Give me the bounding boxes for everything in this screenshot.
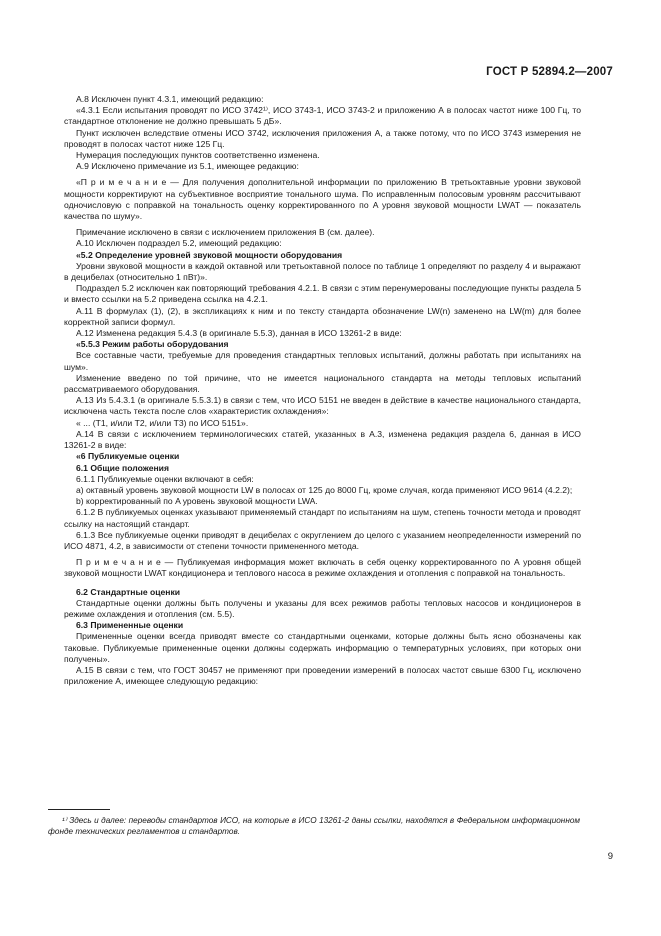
paragraph: Примененные оценки всегда приводят вместе со стандартными оценками, которые должны быть ясно обозначены как таковые. Публикуемые примененные оценки должны содержать информацию о температурных условиях, при которых они получены». — [64, 631, 581, 664]
paragraph: «4.3.1 Если испытания проводят по ИСО 3742¹⁾, ИСО 3743-1, ИСО 3743-2 и приложению А в полосах частот ниже 100 Гц, то стандартное отклонение не должно превышать 5 дБ». — [64, 105, 581, 127]
paragraph: А.15 В связи с тем, что ГОСТ 30457 не применяют при проведении измерений в полосах частот свыше 6300 Гц, исключено приложение А, имеющее следующую редакцию: — [64, 664, 581, 687]
paragraph: А.8 Исключен пункт 4.3.1, имеющий редакцию: — [76, 94, 264, 104]
paragraph: 6.1.2 В публикуемых оценках указывают применяемый стандарт по испытаниям на шум, степень точности метода и проводят ссылку на настоящий стандарт. — [64, 507, 581, 529]
paragraph: А.11 В формулах (1), (2), в экспликациях к ним и по тексту стандарта обозначение LW(n) заменено на LW(m) для более корректной записи формул. — [64, 305, 581, 327]
paragraph: Все составные части, требуемые для проведения стандартных тепловых испытаний, должны работать при испытаниях на шум». — [64, 350, 581, 372]
section-heading: 6.1 Общие положения — [76, 462, 169, 473]
paragraph: « ... (T1, и/или T2, и/или T3) по ИСО 5151». — [76, 417, 249, 428]
paragraph: 6.1.3 Все публикуемые оценки приводят в децибелах с округлением до целого с указанием неопределенности измерений по ИСО 4871, 4.2, в зависимости от степени точности примененного метода. — [64, 529, 581, 551]
note-paragraph: «П р и м е ч а н и е — Для получения дополнительной информации по приложению В третьоктавные уровни звуковой мощности корректируют на субъективное восприятие тонального шума. По исправленным полосовым уровням рассчитывают одночисловую с поправкой на тональность оценку корректированного по A уровня звуковой мощности LWAT — показатель качества по шуму». — [64, 177, 581, 222]
paragraph: Уровни звуковой мощности в каждой октавной или третьоктавной полосе по таблице 1 определяют по разделу 4 и выражают в децибелах (относительно 1 пВт)». — [64, 260, 581, 283]
paragraph: Нумерация последующих пунктов соответственно изменена. — [76, 150, 320, 161]
footnote-divider — [48, 809, 110, 810]
paragraph: Подраздел 5.2 исключен как повторяющий требования 4.2.1. В связи с этим перенумерованы последующие пункты раздела 5 и вместо ссылки на 5.2 приведена ссылка на 4.2.1. — [64, 283, 582, 305]
paragraph: 6.1.1 Публикуемые оценки включают в себя: — [76, 473, 254, 484]
footnote: ¹⁾ Здесь и далее: переводы стандартов ИСО, на которые в ИСО 13261-2 даны ссылки, находятся в Федеральном информационном фонде технических регламентов и стандартов. — [48, 816, 580, 836]
section-heading: «5.5.3 Режим работы оборудования — [76, 339, 229, 350]
paragraph: А.13 Из 5.4.3.1 (в оригинале 5.5.3.1) в связи с тем, что ИСО 5151 не введен в действие в качестве национального стандарта, исключена часть текста после слов «характеристик охлаждения»: — [64, 395, 581, 417]
list-item: b) корректированный по A уровень звуковой мощности LWA. — [76, 496, 318, 507]
paragraph: Стандартные оценки должны быть получены и указаны для всех режимов работы тепловых насосов и кондиционеров в режиме охлаждения и отопления (см. 5.5). — [64, 597, 581, 619]
paragraph: А.12 Изменена редакция 5.4.3 (в оригинале 5.5.3), данная в ИСО 13261-2 в виде: — [76, 328, 402, 339]
section-heading: «5.2 Определение уровней звуковой мощности оборудования — [76, 249, 343, 260]
note-paragraph: П р и м е ч а н и е — Публикуемая информация может включать в себя оценку корректированного по A уровня общей звуковой мощности LWAT кондиционера и теплового насоса в режиме охлаждения и отопления с поправкой на тональность. — [64, 557, 581, 579]
section-heading: «6 Публикуемые оценки — [76, 451, 180, 462]
paragraph: А.9 Исключено примечание из 5.1, имеющее редакцию: — [76, 161, 299, 172]
paragraph: Примечание исключено в связи с исключением приложения В (см. далее). — [76, 227, 375, 238]
section-heading: 6.2 Стандартные оценки — [76, 586, 181, 597]
paragraph: Изменение введено по той причине, что не имеется национального стандарта на методы тепловых испытаний рассматриваемого оборудования. — [64, 372, 581, 395]
section-heading: 6.3 Примененные оценки — [76, 620, 184, 631]
paragraph: А.10 Исключен подраздел 5.2, имеющий редакцию: — [76, 238, 282, 249]
body-text — [64, 94, 581, 687]
paragraph: Пункт исключен вследствие отмены ИСО 3742, исключения приложения А, а также потому, что по ИСО 3743 измерения не проводят в полосах частот ниже 125 Гц. — [64, 127, 581, 149]
page-number: 9 — [607, 851, 613, 862]
paragraph: А.14 В связи с исключением терминологических статей, указанных в А.3, изменена редакция раздела 6, данная в ИСО 13261-2 в виде: — [64, 428, 581, 451]
list-item: a) октавный уровень звуковой мощности LW в полосах от 125 до 8000 Гц, кроме случая, когда применяют ИСО 9614 (4.2.2); — [76, 484, 573, 495]
document-id: ГОСТ Р 52894.2—2007 — [486, 66, 613, 78]
